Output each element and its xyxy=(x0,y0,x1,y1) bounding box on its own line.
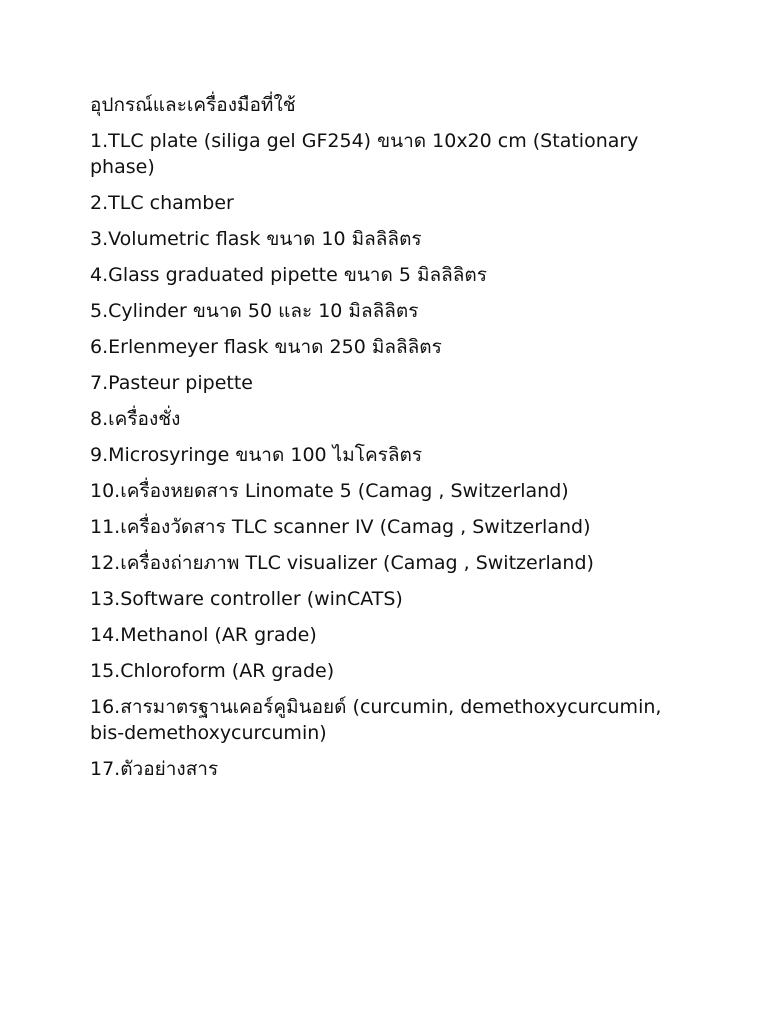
list-item: 16.สารมาตรฐานเคอร์คูมินอยด์ (curcumin, demethoxycurcumin, bis-demethoxycurcumin) xyxy=(90,696,662,744)
list-item: 2.TLC chamber xyxy=(90,192,234,214)
list-item: 13.Software controller (winCATS) xyxy=(90,588,403,610)
list-item: 9.Microsyringe ขนาด 100 ไมโครลิตร xyxy=(90,444,423,466)
list-item: 7.Pasteur pipette xyxy=(90,372,253,394)
section-heading: อุปกรณ์และเครื่องมือที่ใช้ xyxy=(90,94,296,116)
equipment-list xyxy=(90,128,688,782)
list-item: 1.TLC plate (siliga gel GF254) ขนาด 10x20 cm (Stationary phase) xyxy=(90,130,639,178)
list-item: 8.เครื่องชั่ง xyxy=(90,408,181,430)
list-item: 17.ตัวอย่างสาร xyxy=(90,758,219,780)
list-item: 6.Erlenmeyer flask ขนาด 250 มิลลิลิตร xyxy=(90,336,442,358)
list-item: 12.เครื่องถ่ายภาพ TLC visualizer (Camag , Switzerland) xyxy=(90,552,594,574)
list-item: 10.เครื่องหยดสาร Linomate 5 (Camag , Switzerland) xyxy=(90,480,569,502)
list-item: 15.Chloroform (AR grade) xyxy=(90,660,335,682)
list-item: 3.Volumetric flask ขนาด 10 มิลลิลิตร xyxy=(90,228,422,250)
list-item: 11.เครื่องวัดสาร TLC scanner IV (Camag , Switzerland) xyxy=(90,516,591,538)
list-item: 14.Methanol (AR grade) xyxy=(90,624,317,646)
list-item: 4.Glass graduated pipette ขนาด 5 มิลลิลิตร xyxy=(90,264,487,286)
list-item: 5.Cylinder ขนาด 50 และ 10 มิลลิลิตร xyxy=(90,300,419,322)
